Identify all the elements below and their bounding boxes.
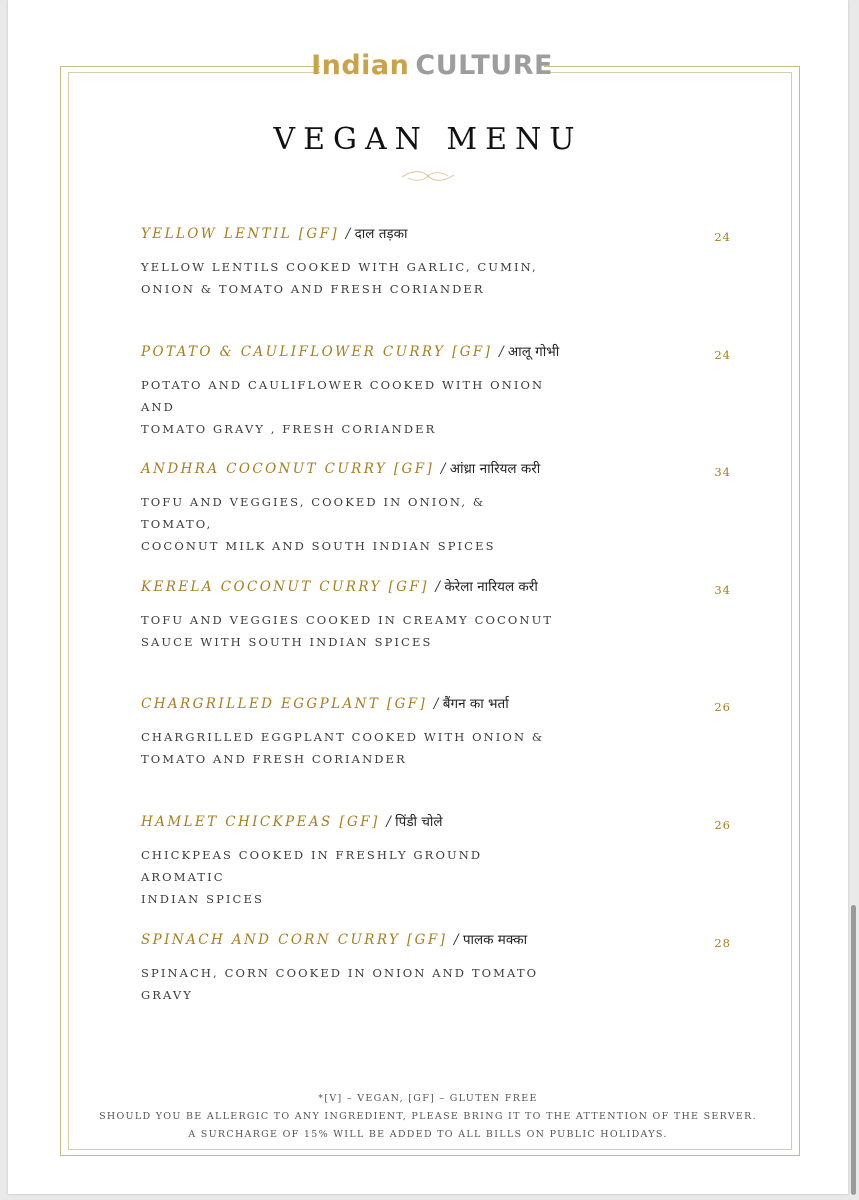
brand-logo <box>311 46 553 84</box>
item-price: 26 <box>714 817 731 832</box>
item-description-line: TOMATO AND FRESH CORIANDER <box>141 752 407 767</box>
item-description-line: SPINACH, CORN COOKED IN ONION AND TOMATO <box>141 965 539 980</box>
item-description <box>141 726 561 770</box>
item-hindi-name: आलू गोभी <box>507 343 560 360</box>
item-description <box>141 256 561 300</box>
footer-notes <box>8 1090 848 1144</box>
item-description-line: CHARGRILLED EGGPLANT COOKED WITH ONION & <box>141 730 545 745</box>
item-description-line: POTATO AND CAULIFLOWER COOKED WITH ONION AND <box>141 377 545 414</box>
item-price: 34 <box>714 465 731 480</box>
item-name: HAMLET CHICKPEAS [GF] <box>141 813 380 830</box>
item-description-line: GRAVY <box>141 987 193 1002</box>
item-price: 28 <box>714 935 731 950</box>
menu-item: KERELA COCONUT CURRY [GF] / केरेला नारियल करी 34 TOFU AND VEGGIES COOKED IN CREAMY COCONUT SAUCE WITH SOUTH INDIAN SPICES <box>141 577 731 695</box>
footer-allergy-note: SHOULD YOU BE ALLERGIC TO ANY INGREDIENT, PLEASE BRING IT TO THE ATTENTION OF THE SERVER. <box>99 1111 757 1122</box>
item-description <box>141 844 561 910</box>
item-description <box>141 374 561 440</box>
menu-items <box>141 224 731 1047</box>
item-hindi-name: पालक मक्का <box>462 931 528 948</box>
item-name: YELLOW LENTIL [GF] <box>141 226 340 242</box>
item-price: 24 <box>714 347 731 362</box>
item-description <box>141 491 561 557</box>
brand-word-indian: Indian <box>311 49 410 81</box>
menu-page <box>8 0 848 1194</box>
menu-item: YELLOW LENTIL [GF] / दाल तड़का 24 YELLOW LENTILS COOKED WITH GARLIC, CUMIN, ONION & TOMATO AND FRESH CORIANDER <box>141 224 731 342</box>
item-price: 24 <box>714 230 731 244</box>
item-hindi-name: केरेला नारियल करी <box>444 578 538 595</box>
item-name: CHARGRILLED EGGPLANT [GF] <box>141 696 428 713</box>
menu-item: HAMLET CHICKPEAS [GF] / पिंडी चोले 26 CHICKPEAS COOKED IN FRESHLY GROUND AROMATIC INDIAN SPICES <box>141 812 731 930</box>
item-description-line: ONION & TOMATO AND FRESH CORIANDER <box>141 282 485 296</box>
item-price: 26 <box>714 700 731 715</box>
brand-word-culture: CULTURE <box>415 49 553 81</box>
page-title: VEGAN MENU <box>273 122 583 157</box>
item-description-line: YELLOW LENTILS COOKED WITH GARLIC, CUMIN, <box>141 260 538 274</box>
item-description-line: INDIAN SPICES <box>141 891 264 906</box>
item-name: KERELA COCONUT CURRY [GF] <box>141 578 429 595</box>
flourish-ornament-icon <box>398 168 458 184</box>
item-hindi-name: आंध्रा नारियल करी <box>449 461 541 478</box>
menu-item: CHARGRILLED EGGPLANT [GF] / बैंगन का भर्ता 26 CHARGRILLED EGGPLANT COOKED WITH ONION & TOMATO AND FRESH CORIANDER <box>141 694 731 812</box>
item-description-line: COCONUT MILK AND SOUTH INDIAN SPICES <box>141 539 496 554</box>
item-price: 34 <box>714 582 731 597</box>
item-description-line: CHICKPEAS COOKED IN FRESHLY GROUND AROMATIC <box>141 847 483 884</box>
item-description <box>141 609 561 653</box>
menu-item: ANDHRA COCONUT CURRY [GF] / आंध्रा नारियल करी 34 TOFU AND VEGGIES, COOKED IN ONION, & TOMATO, COCONUT MILK AND SOUTH INDIAN SPICES <box>141 459 731 577</box>
footer-legend: *[V] – VEGAN, [GF] – GLUTEN FREE <box>318 1093 538 1104</box>
item-description <box>141 962 561 1006</box>
item-description-line: TOFU AND VEGGIES, COOKED IN ONION, & TOMATO, <box>141 495 486 532</box>
item-name: ANDHRA COCONUT CURRY [GF] <box>141 461 435 478</box>
scrollbar-thumb[interactable] <box>851 905 856 1195</box>
item-name: POTATO & CAULIFLOWER CURRY [GF] <box>141 343 493 360</box>
item-name: SPINACH AND CORN CURRY [GF] <box>141 931 448 948</box>
menu-item: SPINACH AND CORN CURRY [GF] / पालक मक्का 28 SPINACH, CORN COOKED IN ONION AND TOMATO GRAVY <box>141 930 731 1048</box>
menu-item: POTATO & CAULIFLOWER CURRY [GF] / आलू गोभी 24 POTATO AND CAULIFLOWER COOKED WITH ONION AND TOMATO GRAVY , FRESH CORIANDER <box>141 342 731 460</box>
item-description-line: TOFU AND VEGGIES COOKED IN CREAMY COCONUT <box>141 612 554 627</box>
item-description-line: SAUCE WITH SOUTH INDIAN SPICES <box>141 634 433 649</box>
item-description-line: TOMATO GRAVY , FRESH CORIANDER <box>141 421 437 436</box>
footer-surcharge-note: A SURCHARGE OF 15% WILL BE ADDED TO ALL BILLS ON PUBLIC HOLIDAYS. <box>188 1129 668 1140</box>
item-hindi-name: दाल तड़का <box>354 226 408 242</box>
item-hindi-name: पिंडी चोले <box>395 813 443 830</box>
item-hindi-name: बैंगन का भर्ता <box>442 696 509 713</box>
